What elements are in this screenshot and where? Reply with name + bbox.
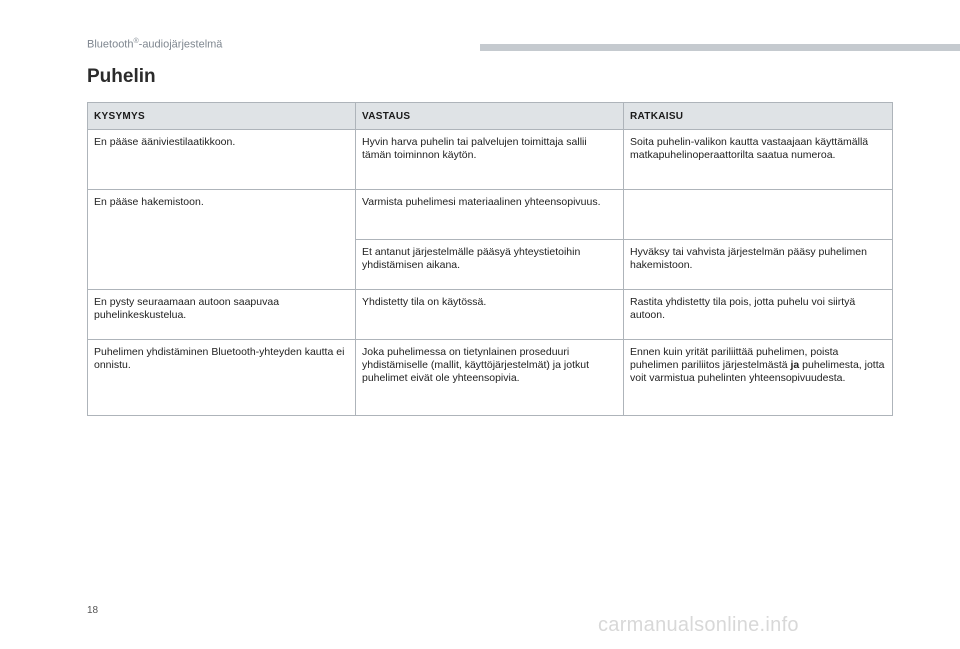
question-cell: En pysty seuraamaan autoon saapuvaa puhelinkeskustelua. xyxy=(88,290,356,340)
question-cell: Puhelimen yhdistäminen Bluetooth-yhteyden kautta ei onnistu. xyxy=(88,340,356,416)
solution-cell: Rastita yhdistetty tila pois, jotta puhelu voi siirtyä autoon. xyxy=(624,290,893,340)
watermark: carmanualsonline.info xyxy=(598,614,799,636)
troubleshooting-table xyxy=(87,102,893,416)
table-row xyxy=(88,190,893,240)
solution-cell xyxy=(624,340,893,416)
running-header xyxy=(87,38,222,51)
question-cell: En pääse ääniviestilaatikkoon. xyxy=(88,130,356,190)
solution-cell: Hyväksy tai vahvista järjestelmän pääsy puhelimen hakemistoon. xyxy=(624,240,893,290)
table-row xyxy=(88,290,893,340)
answer-cell: Yhdistetty tila on käytössä. xyxy=(356,290,624,340)
running-header-brand: Bluetooth xyxy=(87,38,134,51)
question-cell: En pääse hakemistoon. xyxy=(88,190,356,290)
column-header-question: KYSYMYS xyxy=(88,103,356,130)
table-header-row xyxy=(88,103,893,130)
column-header-solution: RATKAISU xyxy=(624,103,893,130)
solution-cell: Soita puhelin-valikon kautta vastaajaan käyttämällä matkapuhelinoperaattorilta saatua numeroa. xyxy=(624,130,893,190)
solution-text-end: puhelimesta, jotta voit varmistua puhelinten yhteensopivuudesta. xyxy=(630,359,885,384)
solution-cell xyxy=(624,190,893,240)
solution-text-emphasis: ja xyxy=(790,359,800,371)
running-header-suffix: -audiojärjestelmä xyxy=(138,38,223,51)
registered-mark: ® xyxy=(133,38,139,45)
answer-cell: Varmista puhelimesi materiaalinen yhteensopivuus. xyxy=(356,190,624,240)
solution-text-start: Ennen kuin yrität pariliittää puhelimen, poista puhelimen pariliitos järjestelmästä xyxy=(630,346,839,371)
answer-cell: Joka puhelimessa on tietynlainen proseduuri yhdistämiselle (mallit, käyttöjärjestelmät) ja jotkut puhelimet eivät ole yhteensopivia. xyxy=(356,340,624,416)
header-bar xyxy=(480,44,960,51)
answer-cell: Et antanut järjestelmälle pääsyä yhteystietoihin yhdistämisen aikana. xyxy=(356,240,624,290)
page-number: 18 xyxy=(87,605,99,616)
section-title: Puhelin xyxy=(87,66,156,87)
table-row xyxy=(88,130,893,190)
column-header-answer: VASTAUS xyxy=(356,103,624,130)
table-row xyxy=(88,340,893,416)
answer-cell: Hyvin harva puhelin tai palvelujen toimittaja sallii tämän toiminnon käytön. xyxy=(356,130,624,190)
